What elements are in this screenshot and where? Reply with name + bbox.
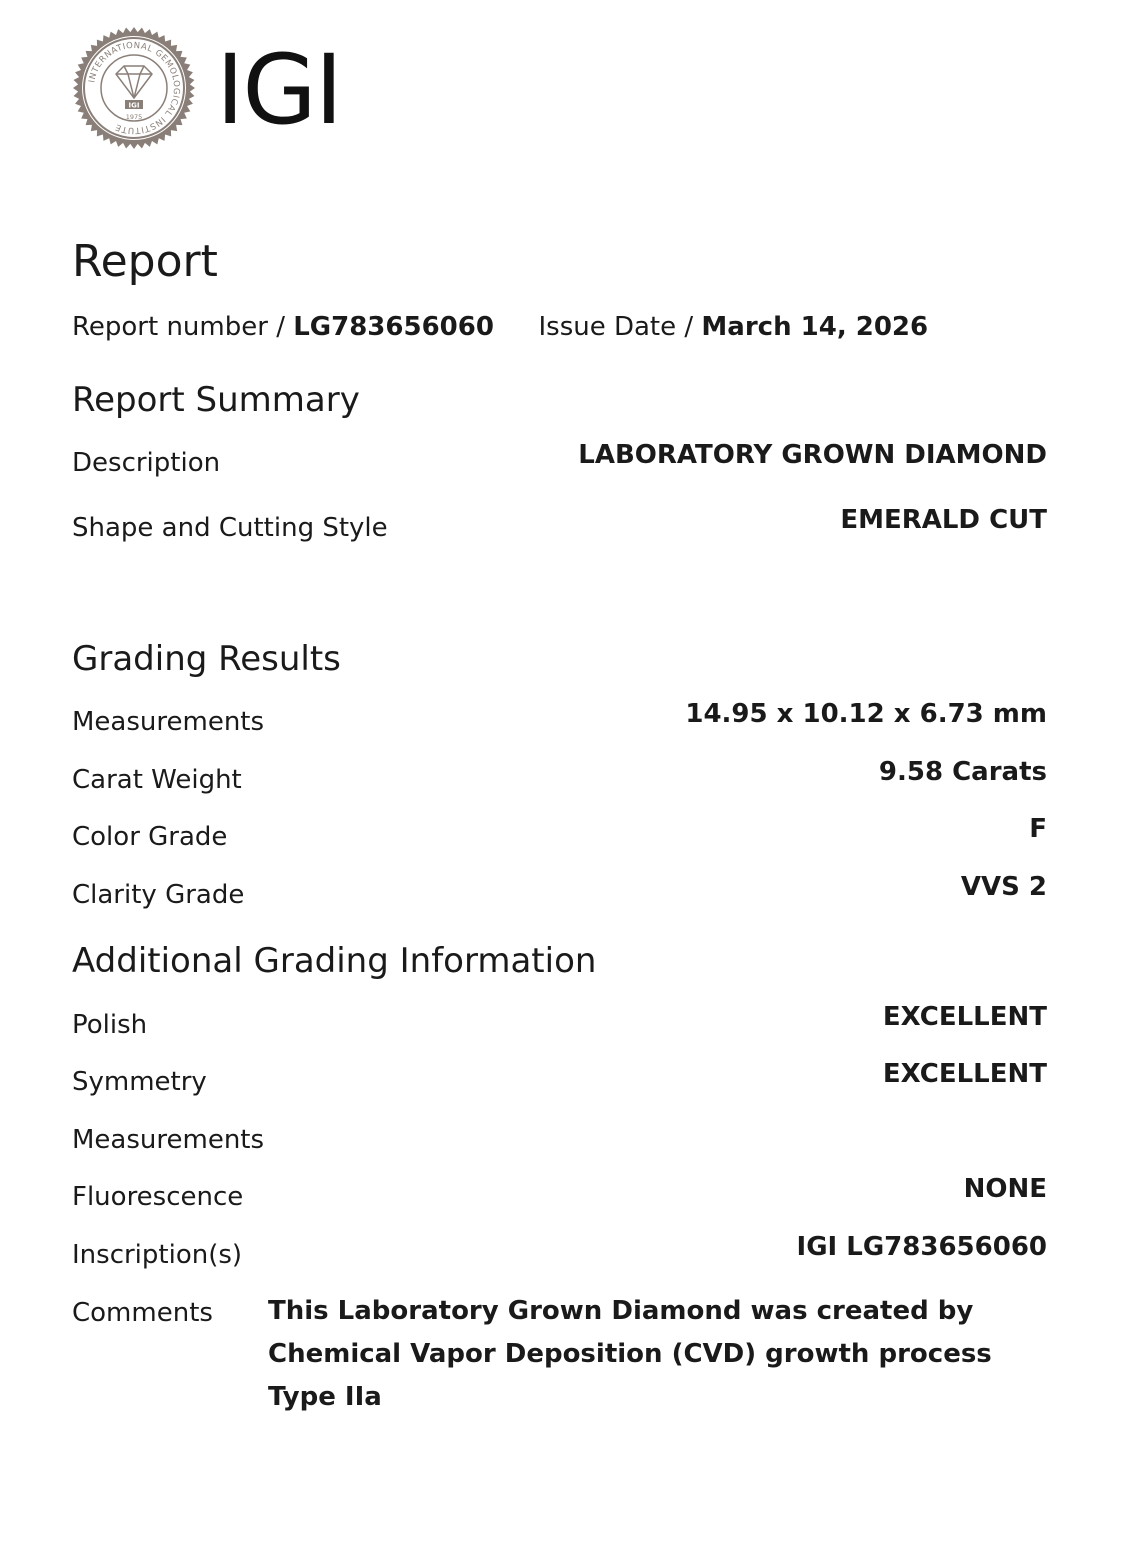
- row-label: Polish: [72, 1010, 148, 1040]
- row-value: VVS 2: [960, 872, 1047, 902]
- row-label: Inscription(s): [72, 1240, 243, 1270]
- igi-logo: [72, 26, 341, 150]
- row-value: F: [1029, 814, 1047, 844]
- report-meta: [72, 312, 928, 342]
- summary-row-shape: [72, 505, 1047, 545]
- row-label: Measurements: [72, 707, 265, 737]
- grading-row-measurements: [72, 699, 1047, 739]
- row-value: NONE: [963, 1174, 1047, 1204]
- grading-row-clarity: [72, 872, 1047, 912]
- row-label: Color Grade: [72, 822, 228, 852]
- row-label: Shape and Cutting Style: [72, 513, 388, 543]
- row-label: Symmetry: [72, 1067, 207, 1097]
- additional-row-polish: [72, 1002, 1047, 1042]
- row-label: Clarity Grade: [72, 880, 245, 910]
- row-value: 9.58 Carats: [878, 757, 1047, 787]
- report-summary-heading: Report Summary: [72, 380, 360, 420]
- grading-results-heading: Grading Results: [72, 639, 341, 679]
- comments-label: Comments: [72, 1298, 213, 1328]
- row-value: LABORATORY GROWN DIAMOND: [578, 440, 1047, 470]
- row-value: EXCELLENT: [882, 1059, 1047, 1089]
- additional-row-symmetry: [72, 1059, 1047, 1099]
- report-number-label: Report number /: [72, 312, 285, 342]
- grading-row-color: [72, 814, 1047, 854]
- seal-ring-text: INTERNATIONAL GEMOLOGICAL INSTITUTE: [87, 40, 182, 136]
- grading-row-carat: [72, 757, 1047, 797]
- seal-monogram: IGI: [128, 101, 140, 110]
- report-number-value: LG783656060: [293, 312, 494, 342]
- row-label: Carat Weight: [72, 765, 242, 795]
- row-label: Fluorescence: [72, 1182, 244, 1212]
- row-value: EMERALD CUT: [840, 505, 1047, 535]
- row-value: EXCELLENT: [882, 1002, 1047, 1032]
- row-value: 14.95 x 10.12 x 6.73 mm: [685, 699, 1047, 729]
- additional-row-inscription: [72, 1232, 1047, 1272]
- additional-row-fluorescence: [72, 1174, 1047, 1214]
- seal-year: 1975: [125, 113, 143, 121]
- row-value: IGI LG783656060: [796, 1232, 1047, 1262]
- comments-value: This Laboratory Grown Diamond was created by Chemical Vapor Deposition (CVD) growth process Type IIa: [268, 1296, 992, 1412]
- issue-date-label: Issue Date /: [538, 312, 694, 342]
- igi-wordmark: IGI: [216, 34, 342, 146]
- row-label: Description: [72, 448, 221, 478]
- row-label: Measurements: [72, 1125, 265, 1155]
- page-title: Report: [72, 236, 218, 287]
- additional-info-heading: Additional Grading Information: [72, 941, 597, 981]
- summary-row-description: [72, 440, 1047, 480]
- igi-seal-icon: [72, 26, 196, 150]
- additional-row-measurements: [72, 1117, 1047, 1157]
- issue-date-value: March 14, 2026: [701, 312, 929, 342]
